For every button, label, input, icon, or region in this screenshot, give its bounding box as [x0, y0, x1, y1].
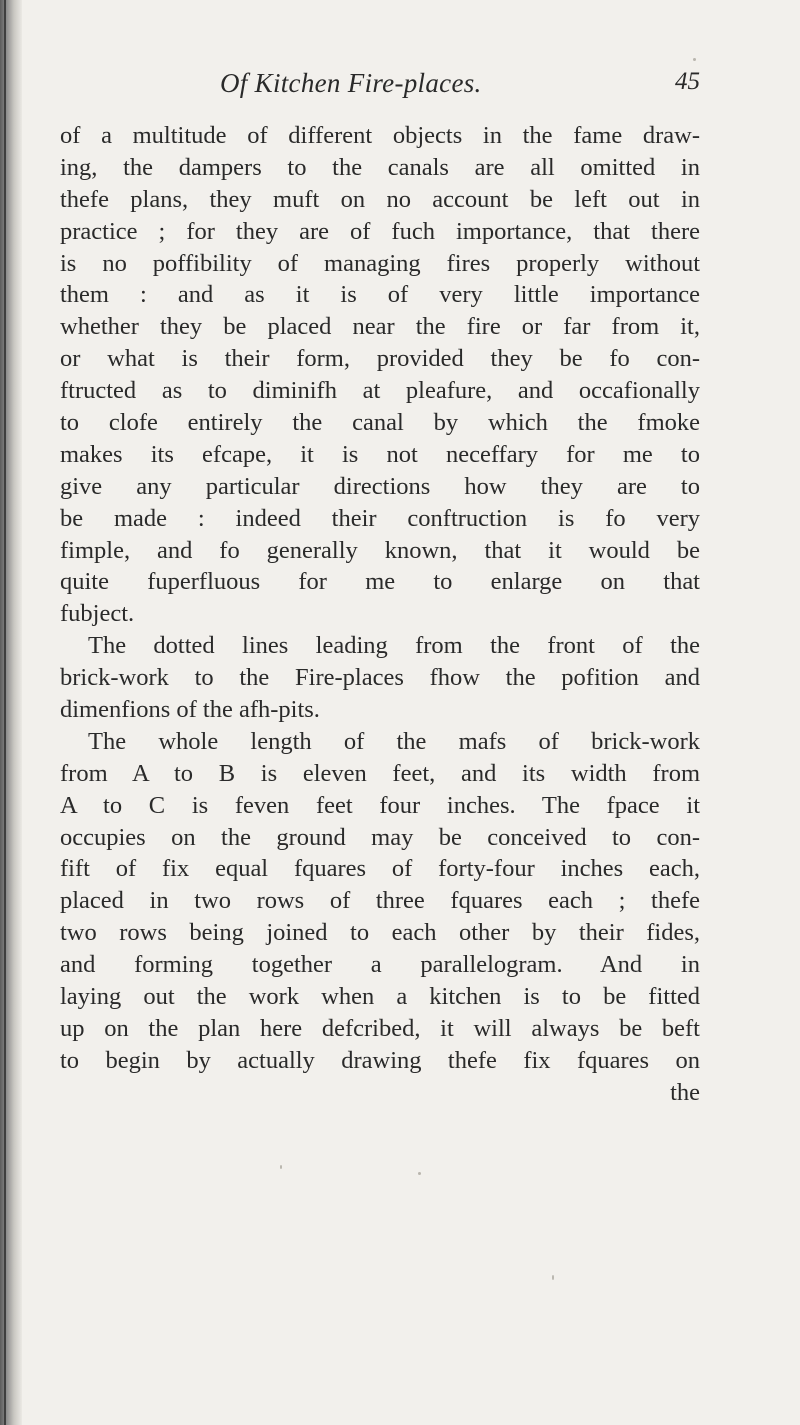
text-line: brick-work to the Fire-places fhow the pofition and: [60, 664, 700, 692]
text-line: two rows being joined to each other by their fides,: [60, 919, 700, 947]
running-head: Of Kitchen Fire-places.: [220, 68, 482, 98]
paper-speck: [552, 1275, 554, 1280]
paper-speck: [280, 1165, 282, 1169]
binding-edge-line: [4, 0, 6, 1425]
text-line: dimenfions of the afh-pits.: [60, 696, 320, 724]
text-line: give any particular directions how they are to: [60, 472, 700, 500]
text-line: The whole length of the mafs of brick-work: [88, 727, 700, 755]
binding-gutter: [0, 0, 22, 1425]
page-header: [60, 68, 700, 108]
text-line: ing, the dampers to the canals are all omitted in: [60, 153, 700, 181]
text-line: fift of fix equal fquares of forty-four inches each,: [60, 855, 700, 883]
text-line: quite fuperfluous for me to enlarge on that: [60, 568, 700, 596]
text-line: whether they be placed near the fire or far from it,: [60, 313, 700, 341]
paper-speck: [418, 1172, 421, 1175]
text-line: laying out the work when a kitchen is to be fitted: [60, 983, 700, 1011]
catchword: the: [670, 1078, 700, 1106]
text-line: fimple, and fo generally known, that it would be: [60, 536, 700, 564]
text-line: occupies on the ground may be conceived to con-: [60, 823, 700, 851]
text-line: makes its efcape, it is not neceffary for me to: [60, 440, 700, 468]
text-line: to clofe entirely the canal by which the fmoke: [60, 409, 700, 437]
text-line: up on the plan here defcribed, it will always be beft: [60, 1014, 700, 1042]
text-line: them : and as it is of very little importance: [60, 281, 700, 309]
text-line: thefe plans, they muft on no account be left out in: [60, 185, 700, 213]
text-line: is no poffibility of managing fires properly without: [60, 249, 700, 277]
text-line: to begin by actually drawing thefe fix fquares on: [60, 1046, 700, 1074]
text-body: [60, 120, 700, 1109]
text-line: be made : indeed their conftruction is fo very: [60, 504, 700, 532]
text-line: practice ; for they are of fuch importance, that there: [60, 217, 700, 245]
text-line: of a multitude of different objects in the fame draw-: [60, 122, 700, 149]
text-line: from A to B is eleven feet, and its width from: [60, 759, 700, 787]
text-line: and forming together a parallelogram. And in: [60, 951, 700, 979]
text-line: or what is their form, provided they be fo con-: [60, 345, 700, 373]
text-line: placed in two rows of three fquares each ; thefe: [60, 887, 700, 915]
text-line: fubject.: [60, 600, 135, 628]
paper-speck: [693, 58, 696, 61]
text-line: The dotted lines leading from the front of the: [88, 632, 700, 660]
text-line: A to C is feven feet four inches. The fpace it: [60, 791, 700, 819]
text-line: ftructed as to diminifh at pleafure, and occafionally: [60, 377, 700, 405]
page-number: 45: [675, 68, 700, 95]
